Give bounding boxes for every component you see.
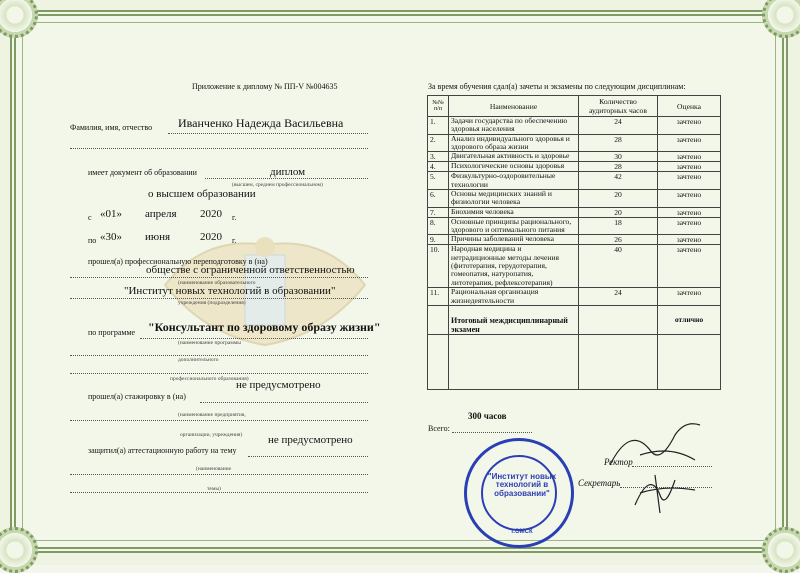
final-exam-name: Итоговый междисциплинарный экзамен bbox=[449, 305, 579, 334]
disciplines-table bbox=[427, 95, 721, 390]
discipline-num: 1. bbox=[428, 117, 449, 135]
from-year: 2020 bbox=[200, 208, 222, 220]
final-grade: отлично bbox=[658, 305, 721, 334]
doc-underline bbox=[205, 178, 368, 179]
discipline-hours: 18 bbox=[579, 217, 658, 235]
discipline-grade: зачтено bbox=[658, 245, 721, 288]
blank-line bbox=[70, 420, 368, 421]
diploma-number: ПП-V №004635 bbox=[284, 82, 338, 91]
empty-cell bbox=[579, 334, 658, 389]
discipline-num: 2. bbox=[428, 134, 449, 152]
discipline-name: Биохимия человека bbox=[449, 207, 579, 217]
program-hint: (наименование программы bbox=[178, 340, 241, 346]
discipline-num: 9. bbox=[428, 235, 449, 245]
discipline-hours: 42 bbox=[579, 172, 658, 190]
defense-hint1: (наименование bbox=[196, 466, 232, 472]
discipline-name: Физкультурно-оздоровительные технологии bbox=[449, 172, 579, 190]
discipline-hours: 20 bbox=[579, 190, 658, 208]
blank-line bbox=[70, 277, 368, 278]
discipline-hours: 24 bbox=[579, 117, 658, 135]
col-grade-header: Оценка bbox=[658, 96, 721, 117]
retraining-label: прошел(а) профессиональную переподготовку в (на) bbox=[88, 257, 268, 266]
from-day: «01» bbox=[100, 208, 122, 220]
empty-row bbox=[428, 334, 721, 389]
discipline-num: 11. bbox=[428, 288, 449, 306]
to-prefix: по bbox=[88, 236, 97, 245]
from-prefix: с bbox=[88, 213, 92, 222]
fio-underline bbox=[168, 133, 368, 134]
discipline-name: Анализ индивидуального здоровья и здорового образа жизни bbox=[449, 134, 579, 152]
discipline-num: 4. bbox=[428, 162, 449, 172]
corner-rosette-icon bbox=[762, 527, 800, 573]
discipline-num: 6. bbox=[428, 190, 449, 208]
doc-label: имеет документ об образовании bbox=[88, 168, 197, 177]
col-hours-header: Количество аудиторных часов bbox=[579, 96, 658, 117]
edu-level: о высшем образовании bbox=[148, 188, 256, 200]
discipline-grade: зачтено bbox=[658, 162, 721, 172]
discipline-name: Задачи государства по обеспечению здоровья населения bbox=[449, 117, 579, 135]
empty-cell bbox=[428, 334, 449, 389]
internship-hint1: (наименование предприятия, bbox=[178, 412, 246, 418]
fio-value: Иванченко Надежда Васильевна bbox=[178, 116, 344, 130]
org-line1: обществе с ограниченной ответственностью bbox=[146, 264, 355, 276]
empty-cell bbox=[658, 334, 721, 389]
secretary-signature-icon bbox=[615, 465, 705, 515]
org-hint1: (наименование образовательного bbox=[178, 280, 256, 286]
discipline-grade: зачтено bbox=[658, 134, 721, 152]
blank-line bbox=[70, 474, 368, 475]
table-row bbox=[428, 190, 721, 208]
table-row bbox=[428, 117, 721, 135]
final-exam-hours bbox=[579, 305, 658, 334]
blank-line bbox=[70, 148, 368, 149]
discipline-num: 5. bbox=[428, 172, 449, 190]
discipline-name: Рациональная организация жизнедеятельности bbox=[449, 288, 579, 306]
discipline-hours: 26 bbox=[579, 235, 658, 245]
table-row bbox=[428, 207, 721, 217]
blank-line bbox=[70, 298, 368, 299]
to-year: 2020 bbox=[200, 231, 222, 243]
discipline-grade: зачтено bbox=[658, 235, 721, 245]
discipline-hours: 40 bbox=[579, 245, 658, 288]
discipline-name: Народная медицина и нетрадиционные методы лечения (фитотерапия, герудотерапия, гомеопатия, натуропатия, литотерапия, рефлексотерапия) bbox=[449, 245, 579, 288]
discipline-name: Двигательная активность и здоровье bbox=[449, 152, 579, 162]
discipline-hours: 28 bbox=[579, 162, 658, 172]
org-line2: "Институт новых технологий в образовании" bbox=[124, 285, 336, 297]
discipline-grade: зачтено bbox=[658, 190, 721, 208]
discipline-grade: зачтено bbox=[658, 117, 721, 135]
stamp-city: г.ОМСК bbox=[511, 529, 533, 535]
discipline-grade: зачтено bbox=[658, 217, 721, 235]
discipline-name: Основы медицинских знаний и физиологии человека bbox=[449, 190, 579, 208]
discipline-grade: зачтено bbox=[658, 207, 721, 217]
rector-label: Ректор bbox=[604, 457, 633, 467]
secretary-label: Секретарь bbox=[578, 478, 621, 488]
discipline-grade: зачтено bbox=[658, 152, 721, 162]
discipline-grade: зачтено bbox=[658, 172, 721, 190]
internship-underline bbox=[200, 402, 368, 403]
discipline-num: 3. bbox=[428, 152, 449, 162]
from-month: апреля bbox=[145, 208, 177, 220]
official-stamp bbox=[464, 438, 574, 548]
discipline-num: 10. bbox=[428, 245, 449, 288]
year-suffix: г. bbox=[232, 236, 237, 245]
to-month: июня bbox=[145, 231, 171, 243]
total-label: Всего: bbox=[428, 424, 450, 433]
table-row bbox=[428, 245, 721, 288]
discipline-name: Причины заболеваний человека bbox=[449, 235, 579, 245]
to-day: «30» bbox=[100, 231, 122, 243]
stamp-center-text: "Институт новых технологий в образовании" bbox=[487, 472, 557, 498]
disciplines-intro: За время обучения сдал(а) зачеты и экзамены по следующим дисциплинам: bbox=[428, 82, 686, 91]
final-exam-num bbox=[428, 305, 449, 334]
extra-hint2: профессионального образования) bbox=[170, 376, 249, 382]
program-label: по программе bbox=[88, 328, 136, 337]
empty-cell bbox=[449, 334, 579, 389]
total-underline bbox=[452, 432, 532, 433]
defense-underline bbox=[248, 456, 368, 457]
doc-hint: (высшем, среднем профессиональном) bbox=[232, 182, 323, 188]
discipline-hours: 20 bbox=[579, 207, 658, 217]
discipline-hours: 28 bbox=[579, 134, 658, 152]
year-suffix: г. bbox=[232, 213, 237, 222]
defense-label: защитил(а) аттестационную работу на тему bbox=[88, 446, 237, 455]
table-row bbox=[428, 217, 721, 235]
defense-value: не предусмотрено bbox=[268, 434, 353, 446]
defense-hint2: темы) bbox=[207, 486, 221, 492]
program-value: "Консультант по здоровому образу жизни" bbox=[148, 320, 381, 334]
program-underline bbox=[140, 338, 368, 339]
total-hours: 300 часов bbox=[468, 411, 507, 421]
discipline-num: 7. bbox=[428, 207, 449, 217]
discipline-hours: 30 bbox=[579, 152, 658, 162]
table-row bbox=[428, 152, 721, 162]
col-name-header: Наименование bbox=[449, 96, 579, 117]
doc-value: диплом bbox=[270, 166, 306, 178]
table-row bbox=[428, 134, 721, 152]
fio-label: Фамилия, имя, отчество bbox=[70, 123, 153, 132]
internship-label: прошел(а) стажировку в (на) bbox=[88, 392, 186, 401]
discipline-grade: зачтено bbox=[658, 288, 721, 306]
table-row bbox=[428, 235, 721, 245]
extra-hint1: дополнительного bbox=[178, 357, 219, 363]
blank-line bbox=[70, 355, 368, 356]
col-num-header: №№ п/п bbox=[428, 96, 449, 117]
org-hint2: учреждения (подразделения) bbox=[178, 300, 246, 306]
discipline-name: Основные принципы рационального, здорового и оптимального питания bbox=[449, 217, 579, 235]
blank-line bbox=[70, 492, 368, 493]
appendix-label: Приложение к диплому № ПП-V №004635 bbox=[192, 82, 338, 91]
internship-hint2: организации, учреждения) bbox=[180, 432, 243, 438]
final-exam-row bbox=[428, 305, 721, 334]
discipline-num: 8. bbox=[428, 217, 449, 235]
table-row bbox=[428, 288, 721, 306]
discipline-name: Психологические основы здоровья bbox=[449, 162, 579, 172]
blank-line bbox=[70, 373, 368, 374]
table-header-row bbox=[428, 96, 721, 117]
corner-rosette-icon bbox=[0, 527, 38, 573]
table-row bbox=[428, 162, 721, 172]
internship-value: не предусмотрено bbox=[236, 379, 321, 391]
discipline-hours: 24 bbox=[579, 288, 658, 306]
table-row bbox=[428, 172, 721, 190]
